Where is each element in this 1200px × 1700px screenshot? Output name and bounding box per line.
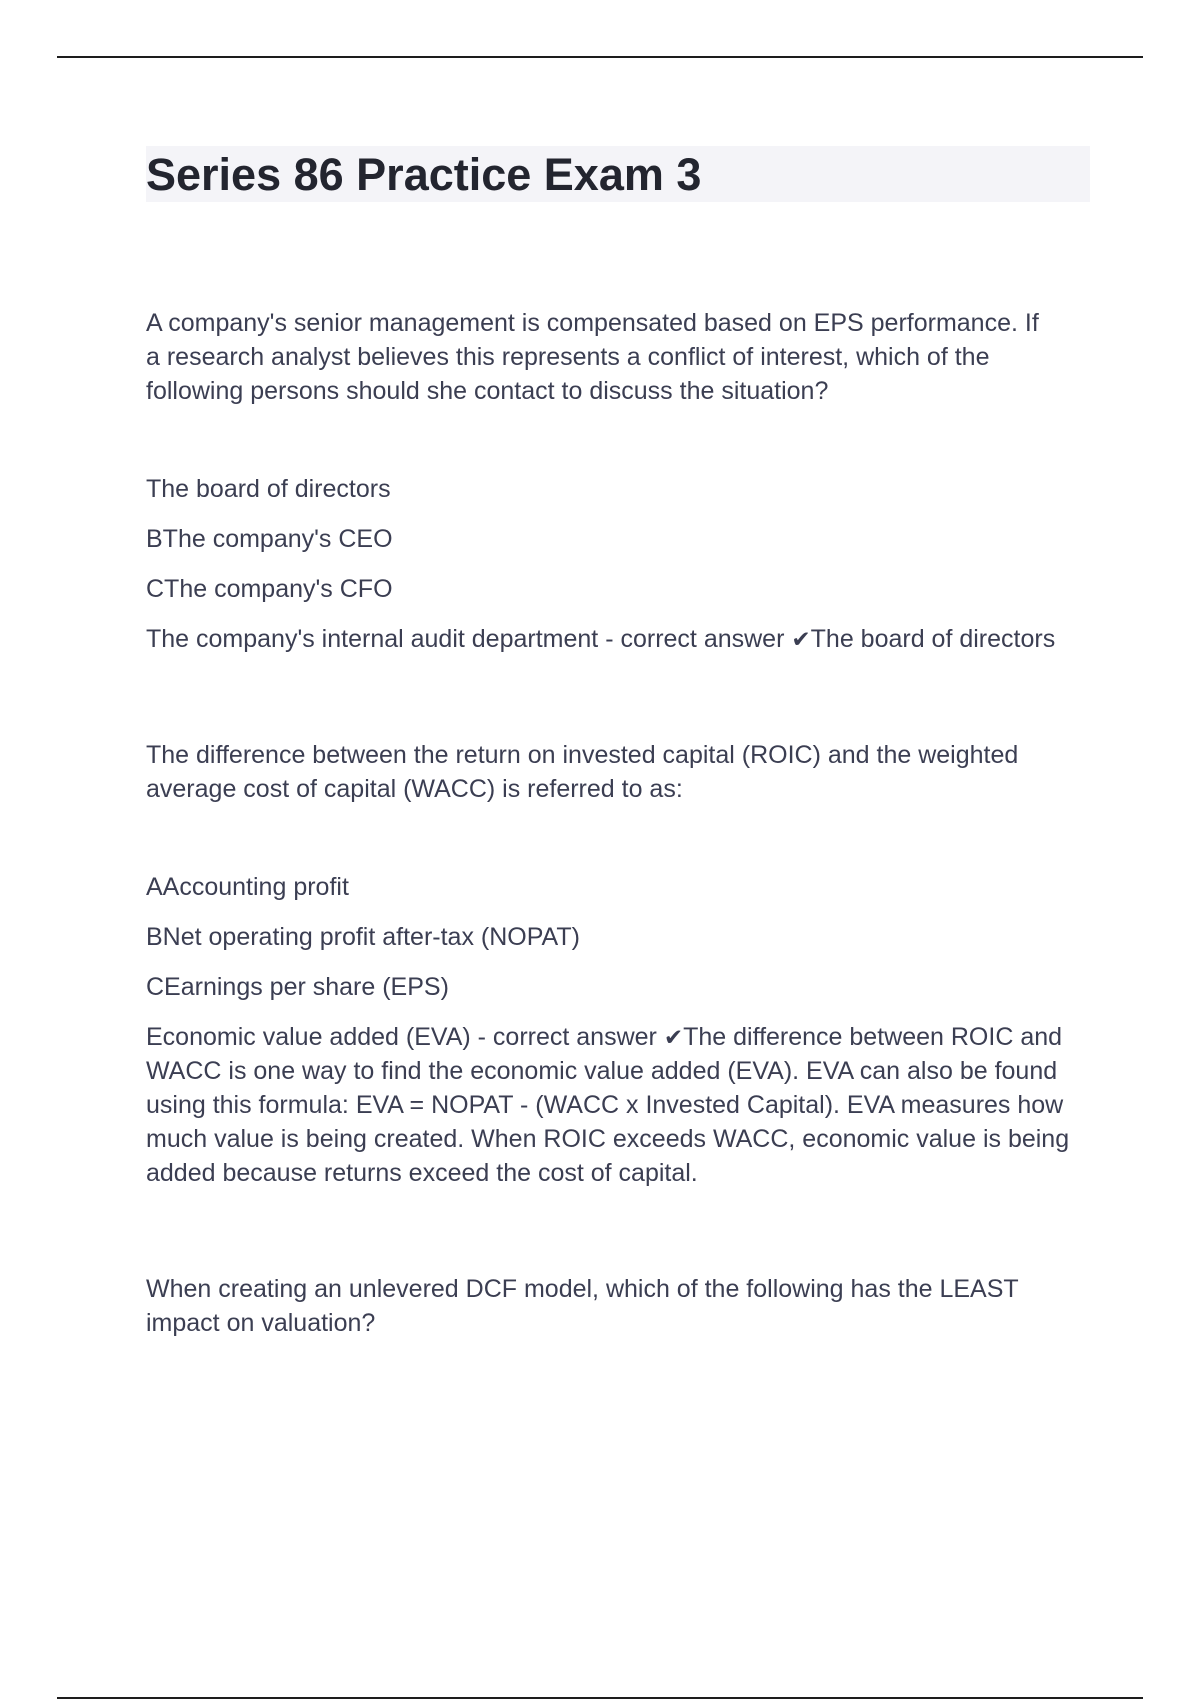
bottom-rule bbox=[57, 1697, 1143, 1699]
document-page bbox=[146, 146, 1090, 1340]
question-2-text: The difference between the return on invested capital (ROIC) and the weighted average cost of capital (WACC) is referred to as: bbox=[146, 741, 1019, 803]
question-1-answer-prefix: The company's internal audit department - correct answer bbox=[146, 625, 792, 653]
question-1-option-a: The board of directors bbox=[146, 475, 391, 503]
question-1-answer bbox=[146, 622, 1086, 656]
question-2-answer-prefix: Economic value added (EVA) - correct answer bbox=[146, 1023, 664, 1051]
question-1-text: A company's senior management is compensated based on EPS performance. If a research analyst believes this represents a conflict of interest, which of the following persons should she contact to discuss the situation? bbox=[146, 309, 1039, 405]
question-1-option-c: CThe company's CFO bbox=[146, 575, 393, 603]
page-title: Series 86 Practice Exam 3 bbox=[146, 148, 702, 200]
top-rule bbox=[57, 56, 1143, 58]
check-icon: ✔ bbox=[791, 626, 811, 652]
question-2-option-b: BNet operating profit after-tax (NOPAT) bbox=[146, 923, 580, 951]
question-2-answer-text: The difference between ROIC and WACC is one way to find the economic value added (EVA). EVA can also be found using this formula: EVA = NOPAT - (WACC x Invested Capital). EVA measures how much value is being created. When ROIC exceeds WACC, economic value is being added because returns exceed the cost of capital. bbox=[146, 1023, 1070, 1187]
question-1-answer-text: The board of directors bbox=[810, 625, 1056, 653]
question-2-options bbox=[146, 870, 1090, 1190]
title-bar bbox=[146, 146, 1090, 202]
question-1-option-b: BThe company's CEO bbox=[146, 525, 393, 553]
question-2-option-a: AAccounting profit bbox=[146, 873, 349, 901]
check-icon: ✔ bbox=[663, 1024, 684, 1050]
question-1-options bbox=[146, 472, 1090, 656]
question-2-answer bbox=[146, 1020, 1086, 1190]
question-3-text: When creating an unlevered DCF model, which of the following has the LEAST impact on valuation? bbox=[146, 1275, 1019, 1337]
question-2-option-c: CEarnings per share (EPS) bbox=[146, 973, 449, 1001]
